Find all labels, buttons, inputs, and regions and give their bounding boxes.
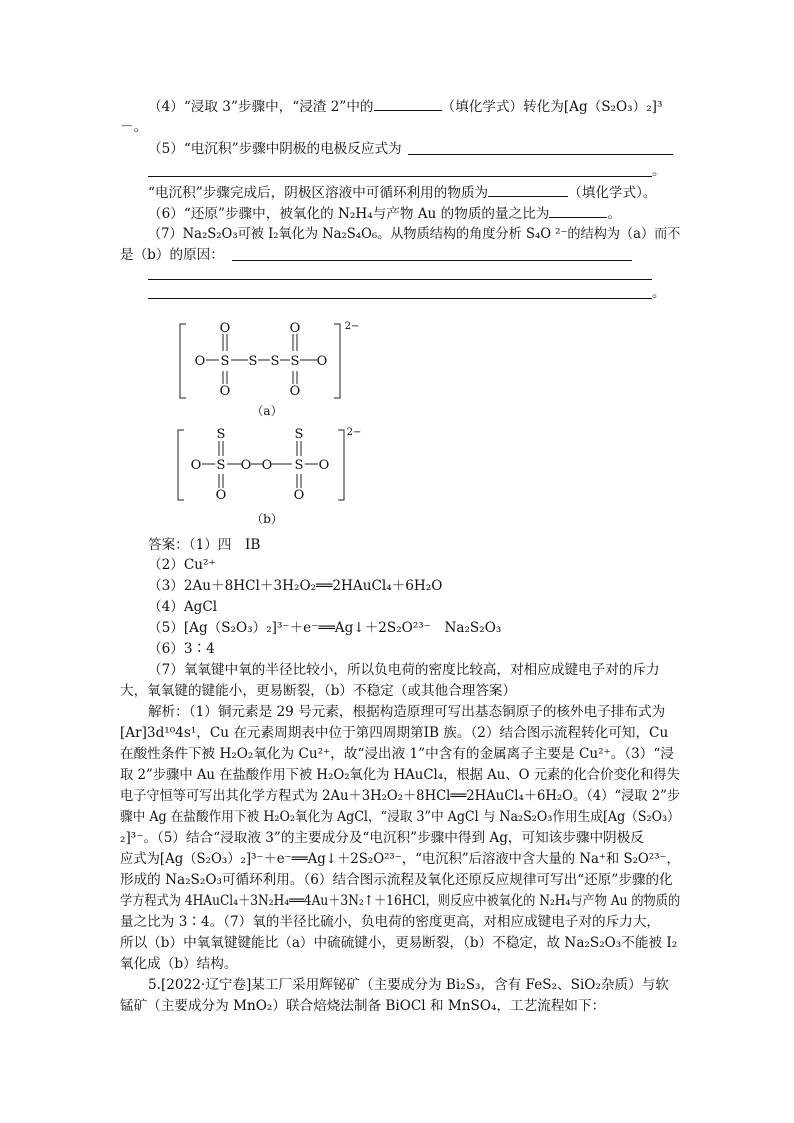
q4-line2: －。 bbox=[120, 119, 148, 135]
answer-label: 答案： bbox=[148, 537, 189, 553]
atom-s: S bbox=[248, 354, 258, 369]
atom-o: O bbox=[194, 354, 206, 369]
atom-o: O bbox=[289, 384, 301, 399]
analysis-line: 在酸性条件下被 H₂O₂氧化为 Cu²⁺，故“浸出液 1”中含有的金属离子主要是 Cu²⁺。（3）“浸 bbox=[120, 746, 674, 762]
q7-period: 。 bbox=[652, 285, 666, 301]
q5-text-3: （填化学式）。 bbox=[568, 185, 657, 201]
atom-s: S bbox=[216, 427, 226, 442]
analysis-line: 学方程式为 4HAuCl₄＋3N₂H₄══4Au＋3N₂↑＋16HCl，则反应中被氧化的 N₂H₄与产物 Au 的物质的 bbox=[120, 893, 681, 909]
analysis-line: 取 2”步骤中 Au 在盐酸作用下被 H₂O₂氧化为 HAuCl₄，根据 Au、O 元素的化合价变化和得失 bbox=[120, 767, 680, 783]
q7-blank-1[interactable] bbox=[232, 260, 632, 261]
atom-o: O bbox=[293, 488, 305, 503]
analysis-line: ₂]³⁻。（5）结合“浸取液 3”的主要成分及“电沉积”步骤中得到 Ag，可知该步骤中阴极反 bbox=[120, 830, 644, 846]
atom-o: O bbox=[215, 488, 227, 503]
analysis-line: 解析：（1）铜元素是 29 号元素，根据构造原理可写出基态铜原子的核外电子排布式为 bbox=[148, 704, 666, 720]
bracket-right bbox=[338, 430, 344, 500]
answer-7-line2: 大，氧氧键的键能小，更易断裂，（b）不稳定（或其他合理答案） bbox=[120, 683, 517, 699]
q4-text-2: （填化学式）转化为[Ag（S₂O₃）₂]³ bbox=[441, 99, 663, 115]
bracket-left bbox=[180, 324, 186, 398]
q4-text-1: （4）“浸取 3”步骤中，“浸渣 2”中的 bbox=[148, 99, 374, 115]
atom-o: O bbox=[219, 384, 231, 399]
analysis-line: 应式为[Ag（S₂O₃）₂]³⁻＋e⁻══Ag↓＋2S₂O²³⁻，“电沉积”后溶液中含大量的 Na⁺和 S₂O²³⁻， bbox=[120, 851, 680, 867]
answer-1: （1）四 ⅠB bbox=[188, 537, 261, 553]
q7-line2: 是（b）的原因： bbox=[120, 247, 224, 263]
atom-s: S bbox=[220, 354, 230, 369]
answer-7-line1: （7）氧氧键中氧的半径比较小，所以负电荷的密度比较高，对相应成键电子对的斥力 bbox=[148, 662, 660, 678]
atom-s: S bbox=[294, 427, 304, 442]
q5-period: 。 bbox=[652, 163, 666, 179]
answer-6: （6）3∶4 bbox=[148, 641, 215, 657]
structure-a-diagram bbox=[170, 312, 370, 427]
atom-o: O bbox=[219, 321, 231, 336]
atom-o: O bbox=[318, 458, 330, 473]
caption-a: （a） bbox=[251, 404, 283, 418]
atom-o: O bbox=[240, 458, 252, 473]
analysis-line: 骤中 Ag 在盐酸作用下被 H₂O₂氧化为 AgCl，“浸取 3”中 AgCl 与 Na₂S₂O₃作用生成[Ag（S₂O₃） bbox=[120, 809, 680, 825]
atom-o: O bbox=[261, 458, 273, 473]
q5-line3 bbox=[148, 182, 657, 204]
q7-line1: （7）Na₂S₂O₃可被 I₂氧化为 Na₂S₄O₆。从物质结构的角度分析 S₄O ²⁻的结构为（a）而不 bbox=[148, 226, 681, 242]
analysis-line: 氧化成（b）结构。 bbox=[120, 956, 238, 972]
q5-recycle-blank[interactable] bbox=[488, 182, 568, 197]
charge-label: 2− bbox=[346, 427, 362, 438]
q6-period: 。 bbox=[607, 206, 621, 222]
answer-3: （3）2Au＋8HCl＋3H₂O₂══2HAuCl₄＋6H₂O bbox=[148, 578, 443, 594]
next-question-line1: 5.[2022·辽宁卷]某工厂采用辉铋矿（主要成分为 Bi₂S₃，含有 FeS₂、SiO₂杂质）与软 bbox=[148, 977, 669, 993]
analysis-line: 形成的 Na₂S₂O₃可循环利用。（6）结合图示流程及氧化还原反应规律可写出“还原”步骤的化 bbox=[120, 872, 673, 888]
q7-blank-2[interactable] bbox=[148, 279, 652, 280]
atom-o: O bbox=[190, 458, 202, 473]
answer-2: （2）Cu²⁺ bbox=[148, 557, 216, 573]
q5-blank-1[interactable] bbox=[408, 154, 673, 155]
answer-5: （5）[Ag（S₂O₃）₂]³⁻＋e⁻══Ag↓＋2S₂O²³⁻ Na₂S₂O₃ bbox=[148, 620, 502, 636]
q5-line1: （5）“电沉积”步骤中阴极的电极反应式为 bbox=[148, 141, 402, 157]
analysis-line: 量之比为 3∶4。（7）氧的半径比硫小，负电荷的密度更高，对相应成键电子对的斥力大， bbox=[120, 914, 661, 930]
analysis-line: 所以（b）中氧氧键键能比（a）中硫硫键小，更易断裂，（b）不稳定，故 Na₂S₂O₃不能被 I₂ bbox=[120, 935, 678, 951]
answer-line-1 bbox=[148, 535, 260, 556]
q4-line1 bbox=[148, 96, 662, 118]
next-question-line2: 锰矿（主要成分为 MnO₂）联合焙烧法制备 BiOCl 和 MnSO₄，工艺流程如下： bbox=[120, 998, 606, 1014]
analysis-line: 电子守恒等可写出其化学方程式为 2Au＋3H₂O₂＋8HCl══2HAuCl₄＋6H₂O。（4）“浸取 2”步 bbox=[120, 788, 681, 804]
caption-b: （b） bbox=[251, 512, 283, 526]
q6-line bbox=[148, 203, 621, 225]
q5-text-2: “电沉积”步骤完成后，阴极区溶液中可循环利用的物质为 bbox=[148, 185, 489, 201]
atom-s: S bbox=[294, 458, 304, 473]
structure-b-diagram bbox=[170, 422, 370, 532]
charge-label: 2− bbox=[344, 321, 360, 332]
q7-blank-3[interactable] bbox=[148, 298, 652, 299]
q5-blank-2[interactable] bbox=[148, 176, 652, 177]
answer-4: （4）AgCl bbox=[148, 599, 218, 615]
analysis-line: [Ar]3d¹⁰4s¹，Cu 在元素周期表中位于第四周期第ⅠB 族。（2）结合图示流程转化可知，Cu bbox=[120, 725, 669, 741]
q6-ratio-blank[interactable] bbox=[549, 203, 607, 218]
q6-text: （6）“还原”步骤中，被氧化的 N₂H₄与产物 Au 的物质的量之比为 bbox=[148, 206, 550, 222]
bracket-right bbox=[334, 324, 340, 398]
atom-s: S bbox=[270, 354, 280, 369]
bracket-left bbox=[178, 430, 184, 500]
q4-answer-blank[interactable] bbox=[374, 96, 442, 111]
atom-s: S bbox=[290, 354, 300, 369]
atom-s: S bbox=[216, 458, 226, 473]
atom-o: O bbox=[316, 354, 328, 369]
atom-o: O bbox=[289, 321, 301, 336]
